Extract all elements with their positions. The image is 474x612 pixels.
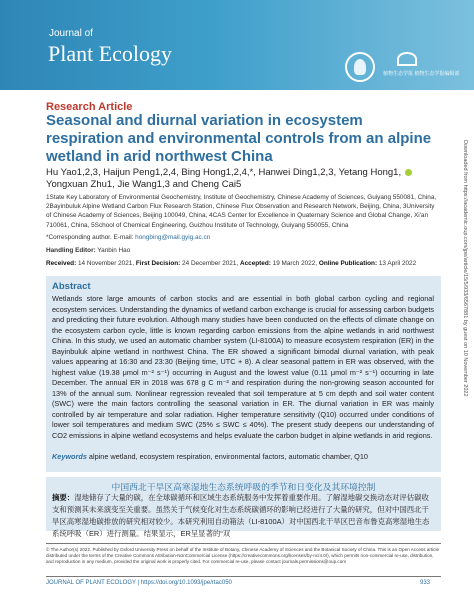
article-title: Seasonal and diurnal variation in ecosystem respiration and environmental controls from an alpine wetland in arid northwest China — [46, 112, 432, 165]
footer-doi-link[interactable]: JOURNAL OF PLANT ECOLOGY | https://doi.org/10.1093/jpe/rtac050 — [46, 580, 232, 586]
journal-banner — [0, 0, 474, 90]
chinese-abstract-label: 摘要： — [52, 493, 75, 502]
handling-value: Yanbin Hao — [95, 247, 131, 254]
keywords-label: Keywords — [52, 452, 87, 461]
corresponding-author — [46, 234, 210, 241]
divider — [46, 543, 441, 544]
journal-name-small: Journal of — [49, 28, 93, 39]
divider — [46, 576, 441, 577]
chinese-abstract-box — [46, 477, 441, 538]
article-type: Research Article — [46, 101, 133, 113]
handling-label: Handling Editor: — [46, 247, 96, 254]
date-label: First Decision: — [135, 260, 181, 267]
society-logo-icon — [383, 52, 460, 82]
keywords — [52, 452, 434, 462]
date-value: 19 March 2022, — [270, 260, 319, 267]
publication-dates — [46, 260, 416, 267]
authors-line-2: Yongxuan Zhu1, Jie Wang1,3 and Cheng Cai5 — [46, 179, 242, 190]
abstract-heading: Abstract — [52, 281, 91, 292]
chinese-abstract-text: 湿地储存了大量的碳，在全球碳循环和区域生态系统服务中发挥着重要作用。了解湿地碳交换动态对评估碳收支和预测其未来演变至关重要。虽然关于气候变化对生态系统碳循环的影响已经进行了大量的研究，但对中国西北干旱区高寒湿地碳排放的研究相对较少。本研究利用自动箱法（LI-8100A）对中国西北干旱区巴音布鲁克高寒湿地生态系统呼吸（ER）进行测量。结果显示，ER呈显著的“双 — [52, 493, 430, 538]
chinese-abstract — [52, 492, 434, 540]
corr-email-link[interactable]: hongbing@mail.gyig.ac.cn — [135, 234, 211, 241]
chinese-title: 中国西北干旱区高寒湿地生态系统呼吸的季节和日变化及其环境控制 — [111, 482, 376, 492]
keywords-list: alpine wetland, ecosystem respiration, environmental factors, automatic chamber, Q10 — [86, 452, 368, 461]
abstract-text: Wetlands store large amounts of carbon stocks and are essential in both global carbon cycling and regional ecosystem services. Understanding the dynamics of wetland carbon exchange is crucial for assessing carbon budgets and predicting their future evolution. Although many studies have been conducted on the effects of climate change on the ecosystem carbon cycle, little is known regarding carbon emissions from the alpine wetlands in arid northwest China. In this study, we used an automatic chamber system (LI-8100A) to measure ecosystem respiration (ER) in the Bayinbuluk alpine wetland in northwest China. The ER showed a significant bimodal diurnal variation, with peak values appearing at 16:30 and 23:30 (Beijing time, UTC + 8). A clear seasonal pattern in ER was observed, with the highest value (19.38 μmol m⁻² s⁻¹) occurring in August and the lowest value (0.11 μmol m⁻² s⁻¹) occurring in late December. The annual ER in 2018 was 678 g C m⁻² and respiration during the non-growing season accounted for 13% of the annual sum. Nonlinear regression revealed that soil temperature at 5 cm depth and soil water content (SWC) were the main factors controlling the seasonal variation in ER. The diurnal variation in ER was mainly controlled by air temperature and solar radiation. Higher temperature sensitivity (Q10) occurred under conditions of lower soil temperatures and medium SWC (25% ≤ SWC ≤ 40%). The present study deepens our understanding of CO2 emissions in alpine wetland ecosystems and helps evaluate the carbon budget in alpine wetlands in arid regions. — [52, 294, 434, 440]
corr-label: *Corresponding author. E-mail: — [46, 234, 136, 241]
date-value: 24 December 2021, — [180, 260, 240, 267]
authors-line-1 — [46, 167, 441, 179]
author-list — [46, 167, 441, 191]
download-watermark: Downloaded from https://academic.oup.com/jpe/article/15/5/933/6567881 by guest on 10 November 2022 — [462, 140, 468, 397]
date-label: Online Publication: — [318, 260, 378, 267]
copyright-notice: © The Author(s) 2022. Published by Oxford University Press on behalf of the Institute of Botany, Chinese Academy of Sciences and the Botanical Society of China. This is an Open Access article distributed under the terms of the Creative Commons Attribution-NonCommercial License (https://creativecommons.org/licenses/by-nc/4.0/), which permits non-commercial re-use, distribution, and reproduction in any medium, provided the original work is properly cited. For commercial re-use, please contact journals.permissions@oup.com — [46, 547, 440, 564]
leaf-logo-icon — [345, 52, 375, 82]
date-value: 14 November 2021, — [76, 260, 136, 267]
date-value: 13 April 2022 — [377, 260, 417, 267]
date-label: Accepted: — [239, 260, 271, 267]
handling-editor — [46, 247, 130, 254]
page-number: 933 — [420, 580, 431, 586]
date-label: Received: — [46, 260, 77, 267]
authors-text-1: Hu Yao1,2,3, Haijun Peng1,2,4, Bing Hong1,2,4,*, Hanwei Ding1,2,3, Yetang Hong1, — [46, 167, 402, 178]
affiliations: 1State Key Laboratory of Environmental Geochemistry, Institute of Geochemistry, Chinese Academy of Sciences, Guiyang 550081, China, 2Bayinbuluk Alpine Wetland Carbon Flux Research Station, Chinese Flux Observation and Research Network, Beijing, China, 3University of Chinese Academy of Sciences, Beijing 100049, China, 4CAS Center for Excellence in Quaternary Science and Global Change, Xi'an 710061, China, 5School of Chemical Engineering, Guizhou Institute of Technology, Guiyang 550055, China — [46, 194, 437, 229]
abstract-box — [46, 276, 441, 472]
orcid-icon[interactable] — [405, 169, 412, 176]
society-caption: 植物生态学报 植物生态学报编辑部 — [383, 71, 460, 77]
journal-name: Plant Ecology — [48, 41, 173, 66]
